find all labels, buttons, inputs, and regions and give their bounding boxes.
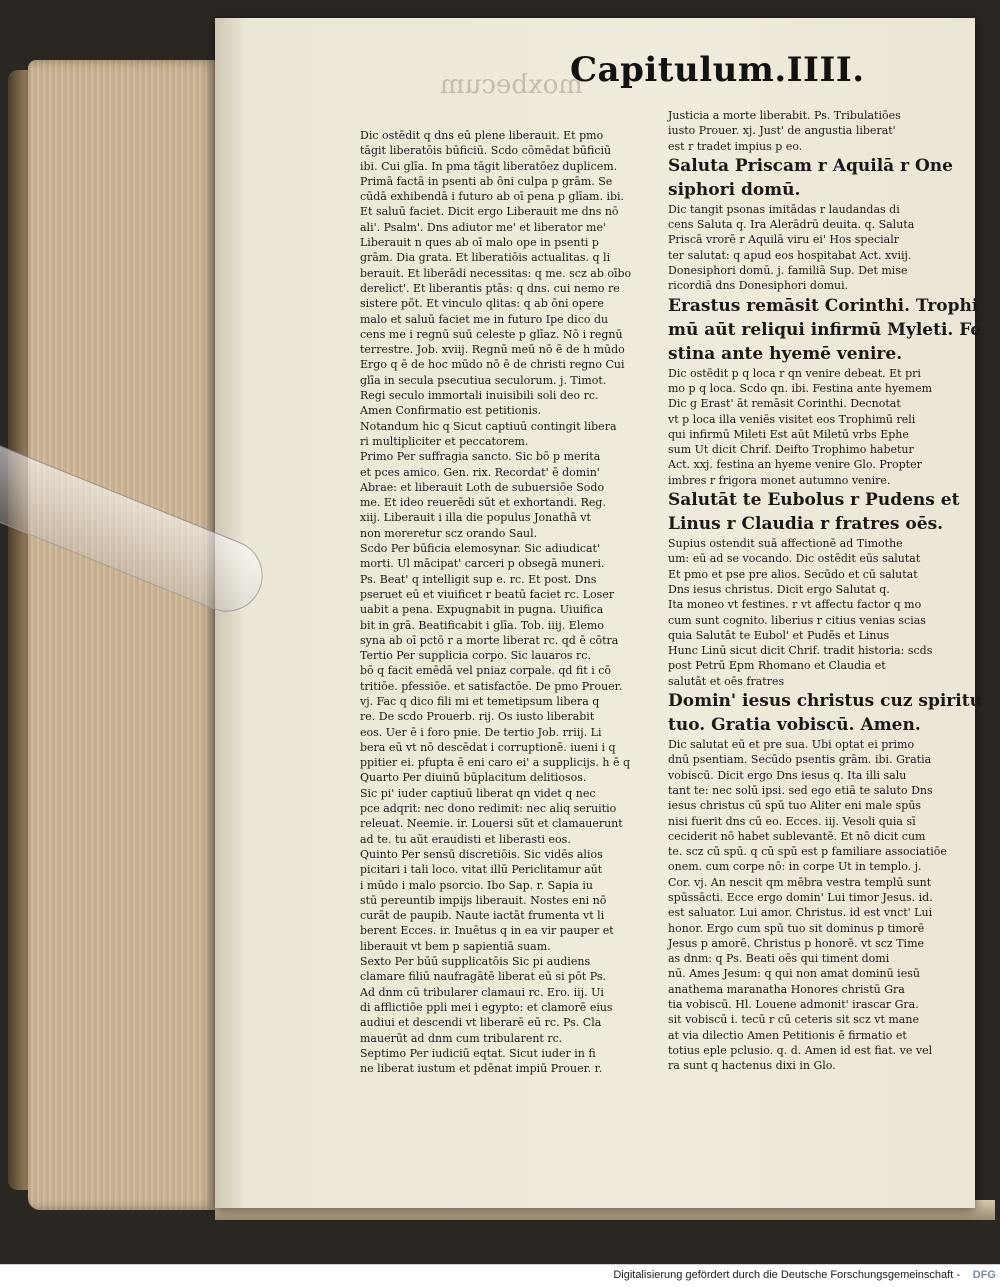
text-line: iesus christus cū spū tuo Aliter eni male spūs bbox=[668, 799, 922, 813]
text-line: salutāt et oēs fratres bbox=[668, 674, 785, 688]
text-line: Primā factā in psenti ab ōni culpa p grām. Se bbox=[360, 174, 613, 188]
right-text-column bbox=[668, 108, 982, 1074]
left-text-column bbox=[360, 128, 660, 1076]
text-line: ri multipliciter et peccatorem. bbox=[360, 434, 529, 448]
text-line: tāgit liberatōis būficiū. Scdo cōmēdat būficiū bbox=[360, 144, 612, 158]
text-line: Et pmo et pse pre alios. Secūdo et cū salutat bbox=[668, 567, 918, 581]
text-line: ne liberat iustum et pdēnat impiū Prouer. r. bbox=[360, 1062, 603, 1076]
text-line: nisi fuerit dns cū eo. Ecces. iij. Vesoli quia sī bbox=[668, 814, 916, 828]
text-line: post Petrū Epm Rhomano et Claudia et bbox=[668, 659, 886, 673]
text-line: Notandum hic q Sicut captiuū contingit libera bbox=[360, 419, 617, 433]
text-line: honor. Ergo cum spū tuo sit dominus p timorē bbox=[668, 921, 925, 935]
text-line: Donesiphori domū. j. familiā Sup. Det mise bbox=[668, 264, 908, 278]
text-line: Sexto Per būū supplicatōis Sic pi audiens bbox=[360, 955, 591, 969]
text-line: mauerūt ad dnm cum tribularent rc. bbox=[360, 1031, 563, 1045]
lemma-line: Salutāt te Eubolus r Pudens et bbox=[668, 490, 960, 511]
text-line: totius eple pclusio. q. d. Amen id est fiat. ve vel bbox=[668, 1043, 933, 1057]
text-line: malo et saluū faciet me in futuro Ipe dico du bbox=[360, 312, 609, 326]
lemma-line: Saluta Priscam r Aquilā r One bbox=[668, 155, 953, 176]
text-line: pseruet eū et viuificet r beatū faciet rc. Loser bbox=[360, 587, 615, 601]
text-line: curāt de paupib. Naute iactāt frumenta vt li bbox=[360, 909, 605, 923]
text-line: spūssācti. Ecce ergo domin' Lui timor Jesus. id. bbox=[668, 890, 933, 904]
text-line: xiij. Liberauit i illa die populus Jonathā vt bbox=[360, 511, 591, 525]
text-line: iusto Prouer. xj. Just' de angustia liberat' bbox=[668, 124, 896, 138]
text-line: picitari i tali loco. vitat illū Periclitamur aūt bbox=[360, 863, 603, 877]
text-line: Primo Per suffragia sancto. Sic bō p merita bbox=[360, 450, 601, 464]
page-block-edge bbox=[28, 60, 218, 1210]
text-line: berauit. Et liberādi necessitas: q me. scz ab oībo bbox=[360, 266, 632, 280]
text-line: Hunc Linū sicut dicit Chrif. tradit historia: scds bbox=[668, 644, 933, 658]
text-line: cum sunt cognito. liberius r citius venias scias bbox=[668, 613, 926, 627]
text-line: cens me i regnū suū celeste p glīaz. Nō i regnū bbox=[360, 327, 623, 341]
text-line: Dic g Erast' āt remāsit Corinthi. Decnotat bbox=[668, 397, 901, 411]
text-line: clamare filiū naufragātē liberat eū si pōt Ps. bbox=[360, 970, 606, 984]
footer-credit: Digitalisierung gefördert durch die Deutsche Forschungsgemeinschaft - bbox=[613, 1269, 960, 1281]
text-line: ra sunt q hactenus dixi in Glo. bbox=[668, 1059, 836, 1073]
text-line: sit vobiscū i. tecū r cū ceteris sit scz vt mane bbox=[668, 1013, 919, 1027]
text-line: berent Ecces. ir. Inuētus q in ea vir pauper et bbox=[360, 924, 614, 938]
text-line: Dns iesus christus. Dicit ergo Salutat q. bbox=[668, 582, 890, 596]
text-line: ppitier ei. pfupta ē eni caro ei' a supplicijs. h ē q bbox=[360, 756, 631, 770]
text-line: derelict'. Et liberantis ptās: q dns. cui nemo re bbox=[360, 281, 620, 295]
text-line: nū. Ames Jesum: q qui non amat dominū iesū bbox=[668, 967, 920, 981]
text-line: Amen Confirmatio est petitionis. bbox=[360, 404, 542, 418]
lemma-line: tuo. Gratia vobiscū. Amen. bbox=[668, 715, 921, 736]
footer-bar bbox=[0, 1264, 1000, 1287]
text-line: Dic ostēdit p q loca r qn venire debeat. Et pri bbox=[668, 366, 921, 380]
text-line: ali'. Psalm'. Dns adiutor me' et liberator me' bbox=[360, 220, 606, 234]
text-line: te. scz cū spū. q cū spū est p familiare associatiōe bbox=[668, 845, 947, 859]
text-line: Act. xxj. festina an hyeme venire Glo. Propter bbox=[668, 458, 922, 472]
text-line: pce adqrit: nec dono redimit: nec aliq seruitio bbox=[360, 802, 617, 816]
text-line: bit in grā. Beatificabit i glīa. Tob. iiij. Elemo bbox=[360, 618, 604, 632]
text-line: Liberauit n ques ab oī malo ope in psenti p bbox=[360, 236, 599, 250]
text-line: um: eū ad se vocando. Dic ostēdit eūs salutat bbox=[668, 552, 921, 566]
text-line: glīa in secula psecutiua seculorum. j. Timot. bbox=[360, 373, 607, 387]
text-line: cūdā exhibendā i futuro ab oī pena p glīam. ibi. bbox=[360, 190, 625, 204]
text-line: tia vobiscū. Hl. Louene admonit' irascar Gra. bbox=[668, 998, 919, 1012]
text-line: re. De scdo Prouerb. rij. Os iusto liberabit bbox=[360, 710, 595, 724]
text-line: Justicia a morte liberabit. Ps. Tribulatiōes bbox=[668, 109, 901, 122]
lemma-line: Linus r Claudia r fratres oēs. bbox=[668, 514, 944, 535]
text-line: at via dilectio Amen Petitionis ē firmatio et bbox=[668, 1028, 907, 1042]
text-line: ceciderit nō habet sublevantē. Et nō dicit cum bbox=[668, 829, 926, 843]
text-line: Dic salutat eū et pre sua. Ubi optat ei primo bbox=[668, 738, 915, 752]
text-line: ad te. tu aūt eraudisti et liberasti eos. bbox=[360, 832, 571, 846]
text-line: est saluator. Lui amor. Christus. id est vnct' Lui bbox=[668, 906, 933, 920]
text-line: est r tradet impius p eo. bbox=[668, 139, 803, 153]
text-line: Septimo Per iudiciū eqtat. Sicut iuder in fi bbox=[360, 1046, 596, 1060]
text-line: Dic tangit psonas imitādas r laudandas di bbox=[668, 202, 900, 216]
text-line: Abrae: et liberauit Loth de subuersiōe Sodo bbox=[360, 480, 605, 494]
text-line: Sic pi' iuder captiuū liberat qn videt q nec bbox=[360, 786, 596, 800]
text-line: Cor. vj. An nescit qm mēbra vestra templū sunt bbox=[668, 875, 932, 889]
text-line: Priscā vrorē r Aquilā viru ei' Hos specialr bbox=[668, 233, 899, 247]
lemma-line: stina ante hyemē venire. bbox=[668, 343, 903, 364]
text-line: ricordiā dns Donesiphori domui. bbox=[668, 279, 849, 293]
text-line: Supius ostendit suā affectionē ad Timothe bbox=[668, 537, 903, 551]
text-line: Ergo q ē de hoc mūdo nō ē de christi regno Cui bbox=[360, 358, 625, 372]
text-line: eos. Uer ē i foro pnie. De tertio Job. rriij. Li bbox=[360, 725, 602, 739]
text-line: vj. Fac q dico fili mi et temetipsum libera q bbox=[360, 694, 600, 708]
bleed-through-text: moxbecum bbox=[440, 70, 583, 100]
text-line: Et saluū faciet. Dicit ergo Liberauit me dns nō bbox=[360, 205, 619, 219]
text-line: audiui et descendi vt liberarē eū rc. Ps. Cla bbox=[360, 1016, 602, 1030]
text-line: Jesus p amorē. Christus p honorē. vt scz Time bbox=[668, 936, 925, 950]
text-line: grām. Dia grata. Et liberatiōis actualitas. q li bbox=[360, 251, 611, 265]
text-line: sum Ut dicit Chrif. Deifto Trophimo habetur bbox=[668, 443, 914, 457]
text-line: Dic ostēdit q dns eū plene liberauit. Et pmo bbox=[360, 129, 604, 142]
text-line: Ita moneo vt festines. r vt affectu factor q mo bbox=[668, 598, 922, 612]
text-line: mo p q loca. Scdo qn. ibi. Festina ante hyemem bbox=[668, 381, 933, 395]
text-line: stū pereuntib impijs liberauit. Nostes eni nō bbox=[360, 893, 607, 907]
text-line: tant te: nec solū ipsi. sed ego etiā te saluto Dns bbox=[668, 783, 933, 797]
text-line: quia Salutāt te Eubol' et Pudēs et Linus bbox=[668, 628, 890, 642]
lemma-line: Erastus remāsit Corinthi. Trophi bbox=[668, 295, 979, 316]
text-line: vt p loca illa veniēs visitet eos Trophimū reli bbox=[668, 412, 916, 426]
lemma-line: mū aūt reliqui infirmū Myleti. Fe bbox=[668, 319, 982, 340]
text-line: et pces amico. Gen. rix. Recordat' ē domin' bbox=[360, 465, 600, 479]
text-line: vobiscū. Dicit ergo Dns iesus q. Ita illi salu bbox=[668, 768, 907, 782]
text-line: dnū psentiam. Secūdo psentis grām. ibi. Gratia bbox=[668, 753, 932, 767]
text-line: syna ab oī pctō r a morte liberat rc. qd ē cōtra bbox=[360, 633, 619, 647]
text-line: ibi. Cui glīa. In pma tāgit liberatōez duplicem. bbox=[360, 159, 618, 173]
text-line: cens Saluta q. Ira Alerādrū deuita. q. Saluta bbox=[668, 218, 915, 232]
text-line: di afflictiōe ppli mei i egypto: et clamorē eius bbox=[360, 1000, 613, 1014]
text-line: Quinto Per sensū discretiōis. Sic vidēs alios bbox=[360, 847, 603, 861]
text-line: sistere pōt. Et vinculo qlitas: q ab ōni opere bbox=[360, 297, 604, 311]
text-line: uabit a pena. Expugnabit in pugna. Uiuifica bbox=[360, 603, 604, 617]
text-line: non moreretur scz orando Saul. bbox=[360, 526, 538, 540]
text-line: Regi seculo immortali inuisibili soli deo rc. bbox=[360, 389, 599, 403]
text-line: anathema maranatha Honores christū Gra bbox=[668, 982, 905, 996]
text-line: qui infirmū Mileti Est aūt Miletū vrbs Ephe bbox=[668, 427, 909, 441]
text-line: Scdo Per būficia elemosynar. Sic adiudicat' bbox=[360, 542, 600, 556]
dfg-logo: DFG bbox=[972, 1269, 996, 1281]
text-line: as dnm: q Ps. Beati oēs qui timent domi bbox=[668, 952, 890, 966]
text-line: onem. cum corpe nō: in corpe Ut in templo. j. bbox=[668, 860, 922, 874]
text-line: ter salutat: q apud eos hospitabat Act. xviij. bbox=[668, 248, 912, 262]
lemma-line: siphori domū. bbox=[668, 179, 801, 200]
text-line: bō q facit emēdā vel pniaz corpale. qd fit i cō bbox=[360, 664, 611, 678]
text-line: Quarto Per diuinū būplacitum delitiosos. bbox=[360, 771, 587, 785]
text-line: imbres r frigora monet autumno venire. bbox=[668, 473, 891, 487]
text-line: liberauit vt bem p sapientiā suam. bbox=[360, 939, 551, 953]
chapter-title: Capitulum.IIII. bbox=[570, 50, 865, 90]
text-line: bera eū vt nō descēdat i corruptionē. iueni i q bbox=[360, 740, 616, 754]
text-line: tritiōe. pfessiōe. et satisfactōe. De pmo Prouer. bbox=[360, 679, 623, 693]
text-line: terrestre. Job. xviij. Regnū meū nō ē de h mūdo bbox=[360, 343, 625, 357]
text-line: Ps. Beat' q intelligit sup e. rc. Et post. Dns bbox=[360, 572, 597, 586]
text-line: morti. Ul mācipat' carceri p obsegā muneri. bbox=[360, 557, 605, 571]
text-line: me. Et ideo reuerēdi sūt et exhortandi. Reg. bbox=[360, 496, 606, 510]
text-line: Ad dnm cū tribularer clamaui rc. Ero. iij. Ui bbox=[360, 985, 604, 999]
text-line: releuat. Neemie. ir. Louersi sūt et clamauerunt bbox=[360, 817, 623, 831]
lemma-line: Domin' iesus christus cuz spiritu bbox=[668, 691, 982, 712]
text-line: Tertio Per supplicia corpo. Sic lauaros rc. bbox=[360, 649, 591, 663]
text-line: i mūdo i malo psorcio. Ibo Sap. r. Sapia iu bbox=[360, 878, 593, 892]
